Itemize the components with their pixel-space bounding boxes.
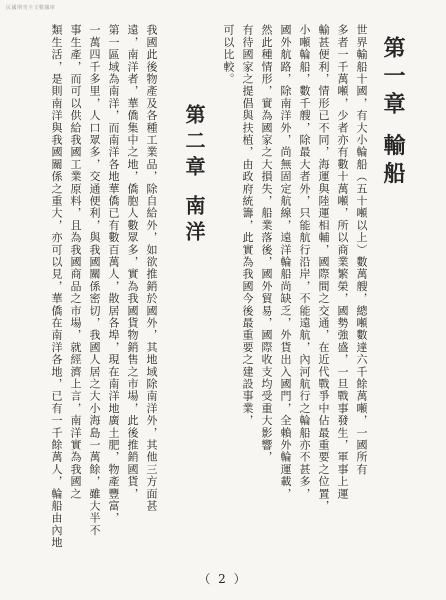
ch2-line-5: 事生產，而可以供給我國工業原料，且為我國商品之市場，就經濟上言，南洋實為我國之 bbox=[69, 24, 82, 500]
ch1-line-3: 輸甚便利，情形已不同，海運與陸運相輔，國際間之交通，在近代戰爭中佔最重要之位置， bbox=[317, 24, 330, 512]
ch2-line-3: 第一區域為南洋，而南洋各地華僑已有數百萬人，散居各埠，現在南洋地廣土肥，物產豐富， bbox=[107, 24, 120, 525]
ch1-line-7: 有待國家之提倡與扶植，由政府統籌，此實為我國今後最重要之建設事業， bbox=[241, 24, 254, 427]
ch1-line-1: 世界輸船十國，有大小輪船（五十噸以上）數萬艘，總噸數達六千餘萬噸，一國所有 bbox=[355, 24, 368, 476]
watermark: 民國期刊全文數據庫 bbox=[6, 5, 56, 11]
page-body bbox=[18, 24, 430, 564]
page-number: （ 2 ） bbox=[198, 572, 248, 586]
ch1-line-8: 可以比較。 bbox=[222, 24, 235, 85]
chapter-2-title: 第二章 南洋 bbox=[182, 104, 206, 247]
ch2-line-4: 一萬四千多里，人口眾多，交通便利，與我國關係密切，我國人居之大小海島一萬餘，雖大半不 bbox=[88, 24, 101, 537]
ch2-line-2: 遠，南洋者，華僑集中之地，僑胞人數眾多，實為我國貨物銷售之市場，此後推銷國貨， bbox=[126, 24, 139, 500]
ch1-line-5: 國外航路，除南洋外，尚無固定航線，遠洋輪船尚缺乏，外貨出入國門，全賴外輪運載， bbox=[279, 24, 292, 500]
chapter-1-title: 第一章 輸船 bbox=[380, 36, 406, 190]
ch1-line-4: 小噸輪船，數千艘，除最大者外，只能航行沿岸，不能遠航，內河航行之輪船亦不甚多， bbox=[298, 24, 311, 500]
ch1-line-6: 然此種情形，實為國家之大損失，船業落後，國外貿易，國際收支均受重大影響， bbox=[260, 24, 273, 464]
ch2-line-1: 我國此後物產及各種工業品，除自給外，如欲推銷於國外，其地域除南洋外，其他三方面甚 bbox=[145, 24, 158, 512]
ch2-line-6: 類生活，是則南洋與我國關係之重大，亦可以見，華僑在南洋各地，已有一千餘萬人，輪船由內地 bbox=[50, 24, 63, 549]
ch1-line-2: 多者一千萬噸，少者亦有數十萬噸，所以商業繁榮，國勢強盛，一旦戰事發生，軍事上運 bbox=[336, 24, 349, 500]
